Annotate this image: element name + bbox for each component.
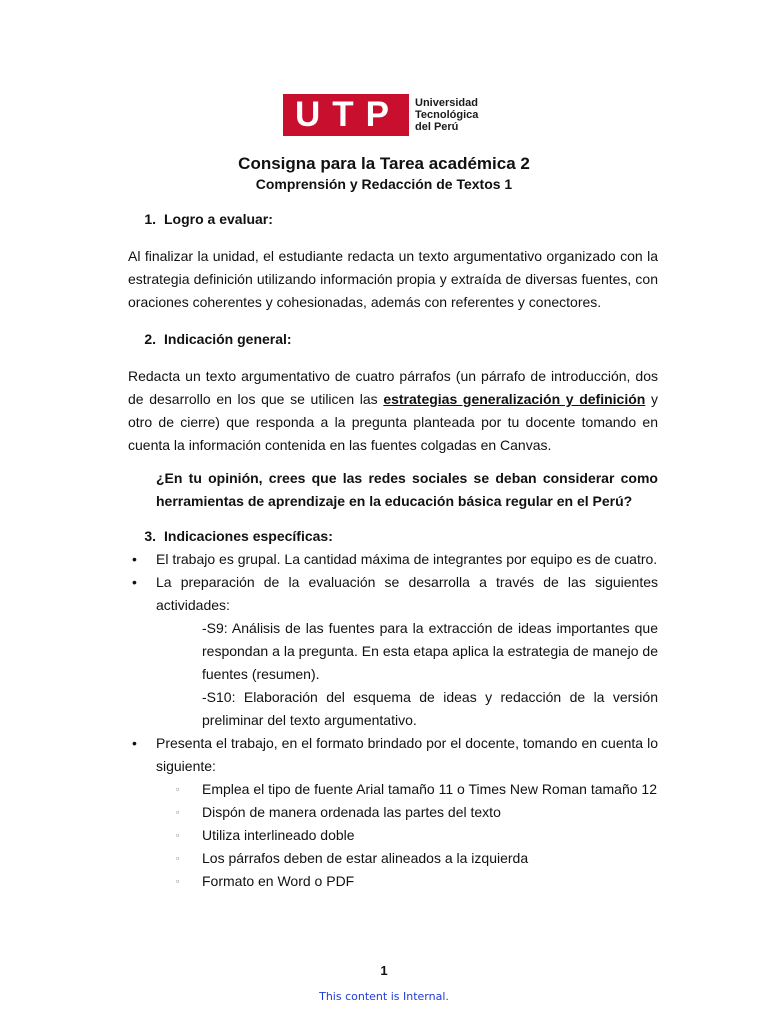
sub-bullet-icon: ▫: [176, 784, 180, 794]
document-title: Consigna para la Tarea académica 2: [238, 154, 530, 173]
utp-logo: [283, 94, 478, 136]
section3-list-2: [128, 732, 658, 778]
bullet-icon: •: [132, 574, 137, 590]
format-item: [128, 870, 658, 893]
logo-name-line2: Tecnológica: [415, 109, 479, 121]
section3-title: Indicaciones específicas:: [164, 528, 333, 544]
bullet-icon: •: [132, 735, 137, 751]
sub-bullet-icon: ▫: [176, 830, 180, 840]
format-item-text: Los párrafos deben de estar alineados a la izquierda: [202, 850, 529, 866]
format-item-text: Emplea el tipo de fuente Arial tamaño 11 o Times New Roman tamaño 12: [202, 781, 657, 797]
activity-s10: -S10: Elaboración del esquema de ideas y redacción de la versión preliminar del texto argumentativo.: [202, 689, 658, 728]
sub-bullet-icon: ▫: [176, 807, 180, 817]
page-number: 1: [380, 963, 388, 978]
section2-title: Indicación general:: [164, 331, 292, 347]
logo-name-line3: del Perú: [415, 121, 459, 133]
section2-heading: [128, 328, 658, 351]
list-item: [128, 732, 658, 778]
section1-heading: [128, 208, 658, 231]
section2-text-underlined: estrategias generalización y definición: [383, 391, 646, 407]
bullet3-text: Presenta el trabajo, en el formato brindado por el docente, tomando en cuenta lo siguiente:: [156, 735, 658, 774]
section2-number: 2.: [144, 331, 156, 347]
bullet2-text: La preparación de la evaluación se desarrolla a través de las siguientes actividades:: [156, 574, 658, 613]
utp-logo-name: [415, 97, 478, 133]
section3-heading: [128, 525, 658, 548]
list-item: [128, 571, 658, 617]
section1-number: 1.: [144, 211, 156, 227]
section1-paragraph: Al finalizar la unidad, el estudiante redacta un texto argumentativo organizado con la estrategia definición utilizando información propia y extraída de diversas fuentes, con oraciones coherentes y cohesionadas, además con referentes y conectores.: [128, 248, 658, 310]
utp-logo-letters: UTP: [295, 95, 401, 134]
section2-text-after: y otro de cierre) que responda a la pregunta planteada por tu docente tomando en cuenta la información contenida en las fuentes colgadas en Canvas.: [128, 391, 658, 453]
document-subtitle: Comprensión y Redacción de Textos 1: [255, 176, 513, 192]
format-item: [128, 801, 658, 824]
format-list: [128, 778, 658, 893]
section2-text-before: Redacta un texto argumentativo de cuatro párrafos (un párrafo de introducción, dos de desarrollo en los que se utilicen las: [128, 368, 658, 407]
section3-number: 3.: [144, 528, 156, 544]
section2-question: ¿En tu opinión, crees que las redes sociales se deban considerar como herramientas de aprendizaje en la educación básica regular en el Perú?: [156, 470, 658, 509]
section3-list: [128, 548, 658, 617]
section2-paragraph: [128, 365, 658, 457]
sub-bullet-icon: ▫: [176, 853, 180, 863]
activity-s9: -S9: Análisis de las fuentes para la extracción de ideas importantes que respondan a la pregunta. En esta etapa aplica la estrategia de manejo de fuentes (resumen).: [202, 620, 658, 682]
bullet-icon: •: [132, 551, 137, 567]
format-item: [128, 778, 658, 801]
list-item: [128, 548, 658, 571]
sub-bullet-icon: ▫: [176, 876, 180, 886]
bullet1-text: El trabajo es grupal. La cantidad máxima de integrantes por equipo es de cuatro.: [156, 551, 658, 567]
format-item: [128, 824, 658, 847]
logo-name-line1: Universidad: [415, 97, 478, 109]
format-item-text: Dispón de manera ordenada las partes del texto: [202, 804, 501, 820]
format-item: [128, 847, 658, 870]
section1-title: Logro a evaluar:: [164, 211, 273, 227]
utp-logo-box: [283, 94, 409, 136]
document-body: [128, 208, 658, 893]
format-item-text: Utiliza interlineado doble: [202, 827, 355, 843]
format-item-text: Formato en Word o PDF: [202, 873, 355, 889]
classification-footer: This content is Internal.: [319, 990, 449, 1003]
